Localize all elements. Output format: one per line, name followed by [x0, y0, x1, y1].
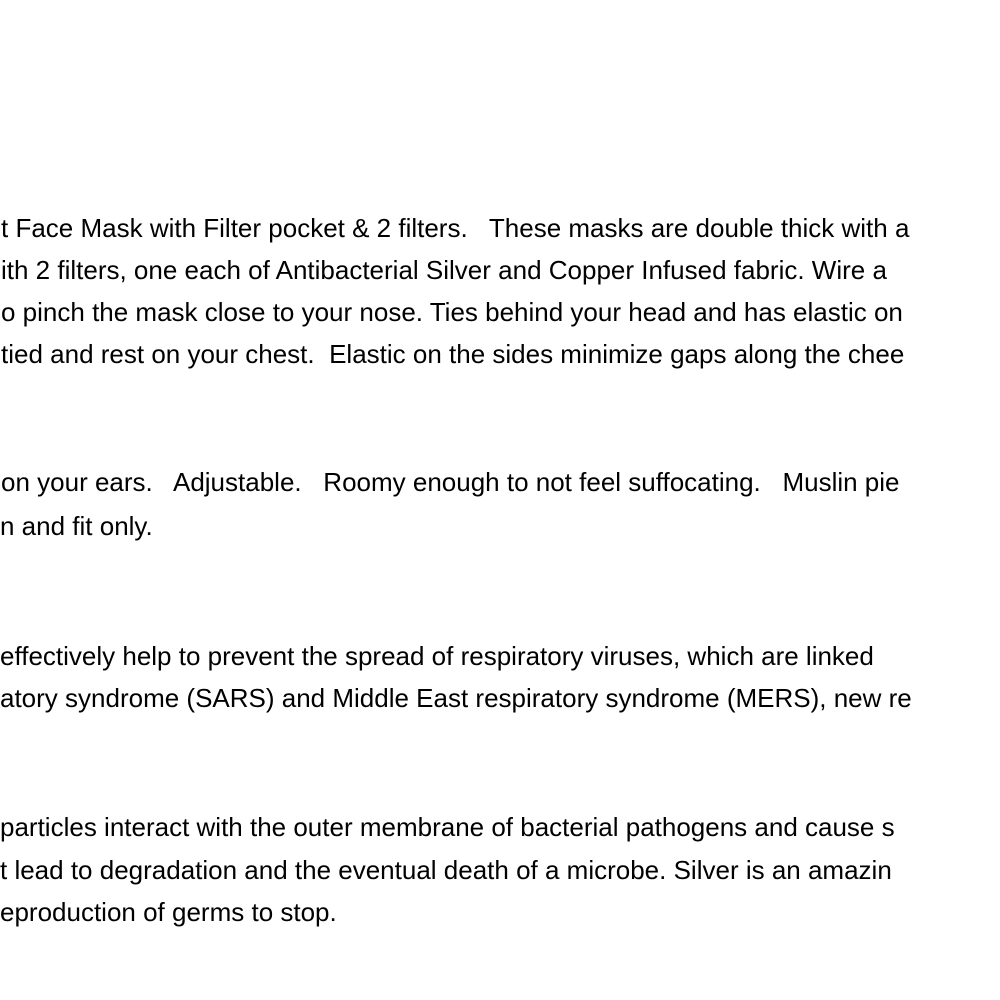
paragraph-line: eproduction of germs to stop. — [0, 897, 337, 927]
paragraph-line: on your ears. Adjustable. Roomy enough to not feel suffocating. Muslin pie — [1, 467, 900, 497]
paragraph-line: t Face Mask with Filter pocket & 2 filters. These masks are double thick with a — [1, 213, 910, 243]
paragraph-line: atory syndrome (SARS) and Middle East respiratory syndrome (MERS), new re — [0, 683, 912, 713]
paragraph-line: o pinch the mask close to your nose. Ties behind your head and has elastic on — [1, 297, 903, 327]
paragraph-line: particles interact with the outer membrane of bacterial pathogens and cause s — [0, 812, 895, 842]
paragraph-line: t lead to degradation and the eventual death of a microbe. Silver is an amazin — [0, 855, 892, 885]
paragraph-line: tied and rest on your chest. Elastic on the sides minimize gaps along the chee — [1, 339, 905, 369]
paragraph-line: ith 2 filters, one each of Antibacterial Silver and Copper Infused fabric. Wire a — [1, 255, 887, 285]
paragraph-line: n and fit only. — [0, 511, 153, 541]
paragraph-line: effectively help to prevent the spread of respiratory viruses, which are linked — [0, 641, 874, 671]
